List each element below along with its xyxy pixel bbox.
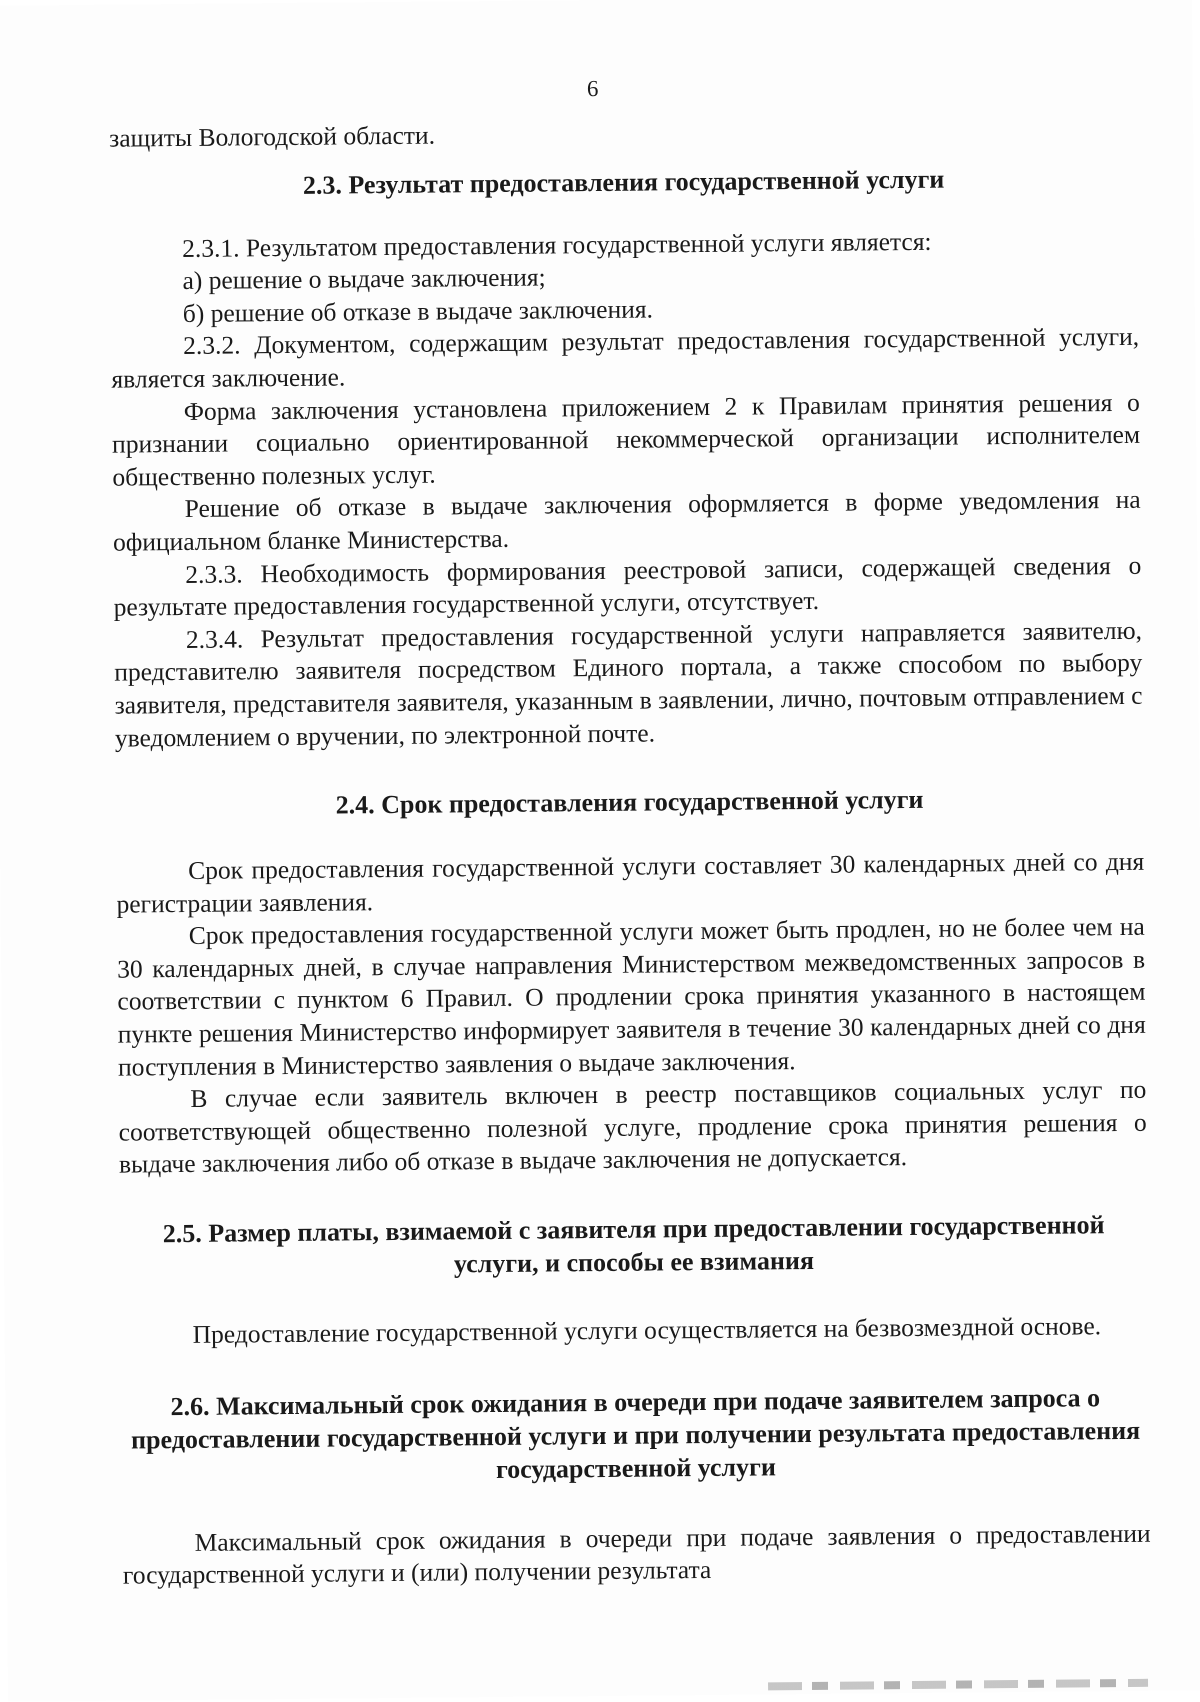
paragraph: Форма заключения установлена приложением 2 к Правилам принятия решения о признании социально ориентированной некоммерческой организации исполнителем общественно полезных услуг. [111,387,1141,492]
scan-edge-mark [768,1679,1148,1691]
paragraph: 2.3.1. Результатом предоставления государственной услуги является: [182,226,932,263]
list-item: б) решение об отказе в выдаче заключения. [182,294,654,328]
paragraph: 2.3.2. Документом, содержащим результат предоставления государственной услуги, является заключение. [111,322,1140,394]
paragraph: Срок предоставления государственной услуги может быть продлен, но не более чем на 30 календарных дней, в случае направления Министерством межведомственных запросов в соответствии с пунктом 6 Правил. О продлении срока принятия указанного в настоящем пункте решения Министерство информирует заявителя в течение 30 календарных дней со дня поступления в Министерство заявления о выдаче заключения. [117,912,1146,1082]
paragraph: 2.3.3. Необходимость формирования реестровой записи, содержащей сведения о результате предоставления государственной услуги, отсутствует. [113,550,1142,622]
page-number: 6 [586,75,599,102]
section-heading: 2.3. Результат предоставления государственной услуги [302,164,945,200]
section-2-4 [115,781,1147,1182]
section-heading: 2.4. Срок предоставления государственной услуги [335,784,924,820]
section-2-5 [120,1208,1149,1352]
section-2-3 [109,160,1143,754]
section-heading: 2.6. Максимальный срок ожидания в очереди при подаче заявителем запроса о предоставлении государственной услуги и при получении результата предоставления государственной услуги [130,1382,1141,1484]
section-heading: 2.5. Размер платы, взимаемой с заявителя при предоставлении государственной услуги, и способы ее взимания [162,1210,1105,1279]
paragraph: Срок предоставления государственной услуги составляет 30 календарных дней со дня регистрации заявления. [116,846,1145,919]
paragraph: В случае если заявитель включен в реестр поставщиков социальных услуг по соответствующей общественно полезной услуге, продление срока принятия решения о выдаче заключения либо об отказе в выдаче заключения не допускается. [118,1075,1147,1180]
document-body [109,113,1151,1593]
list-item: а) решение о выдаче заключения; [182,262,546,296]
paragraph: Решение об отказе в выдаче заключения оформляется в форме уведомления на официальном бланке Министерства. [112,485,1141,557]
paragraph: 2.3.4. Результат предоставления государственной услуги направляется заявителю, представителю заявителя посредством Единого портала, а также способом по выбору заявителя, представителя заявителя, указанным в заявлении, лично, почтовым отправлением с уведомлением о вручении, по электронной почте. [114,615,1143,753]
intro-line: защиты Вологодской области. [109,120,436,153]
section-2-6 [121,1380,1151,1592]
paragraph: Максимальный срок ожидания в очереди при подаче заявления о предоставлении государственной услуги и (или) получении результата [122,1518,1151,1590]
paragraph: Предоставление государственной услуги осуществляется на безвозмездной основе. [192,1311,1102,1349]
